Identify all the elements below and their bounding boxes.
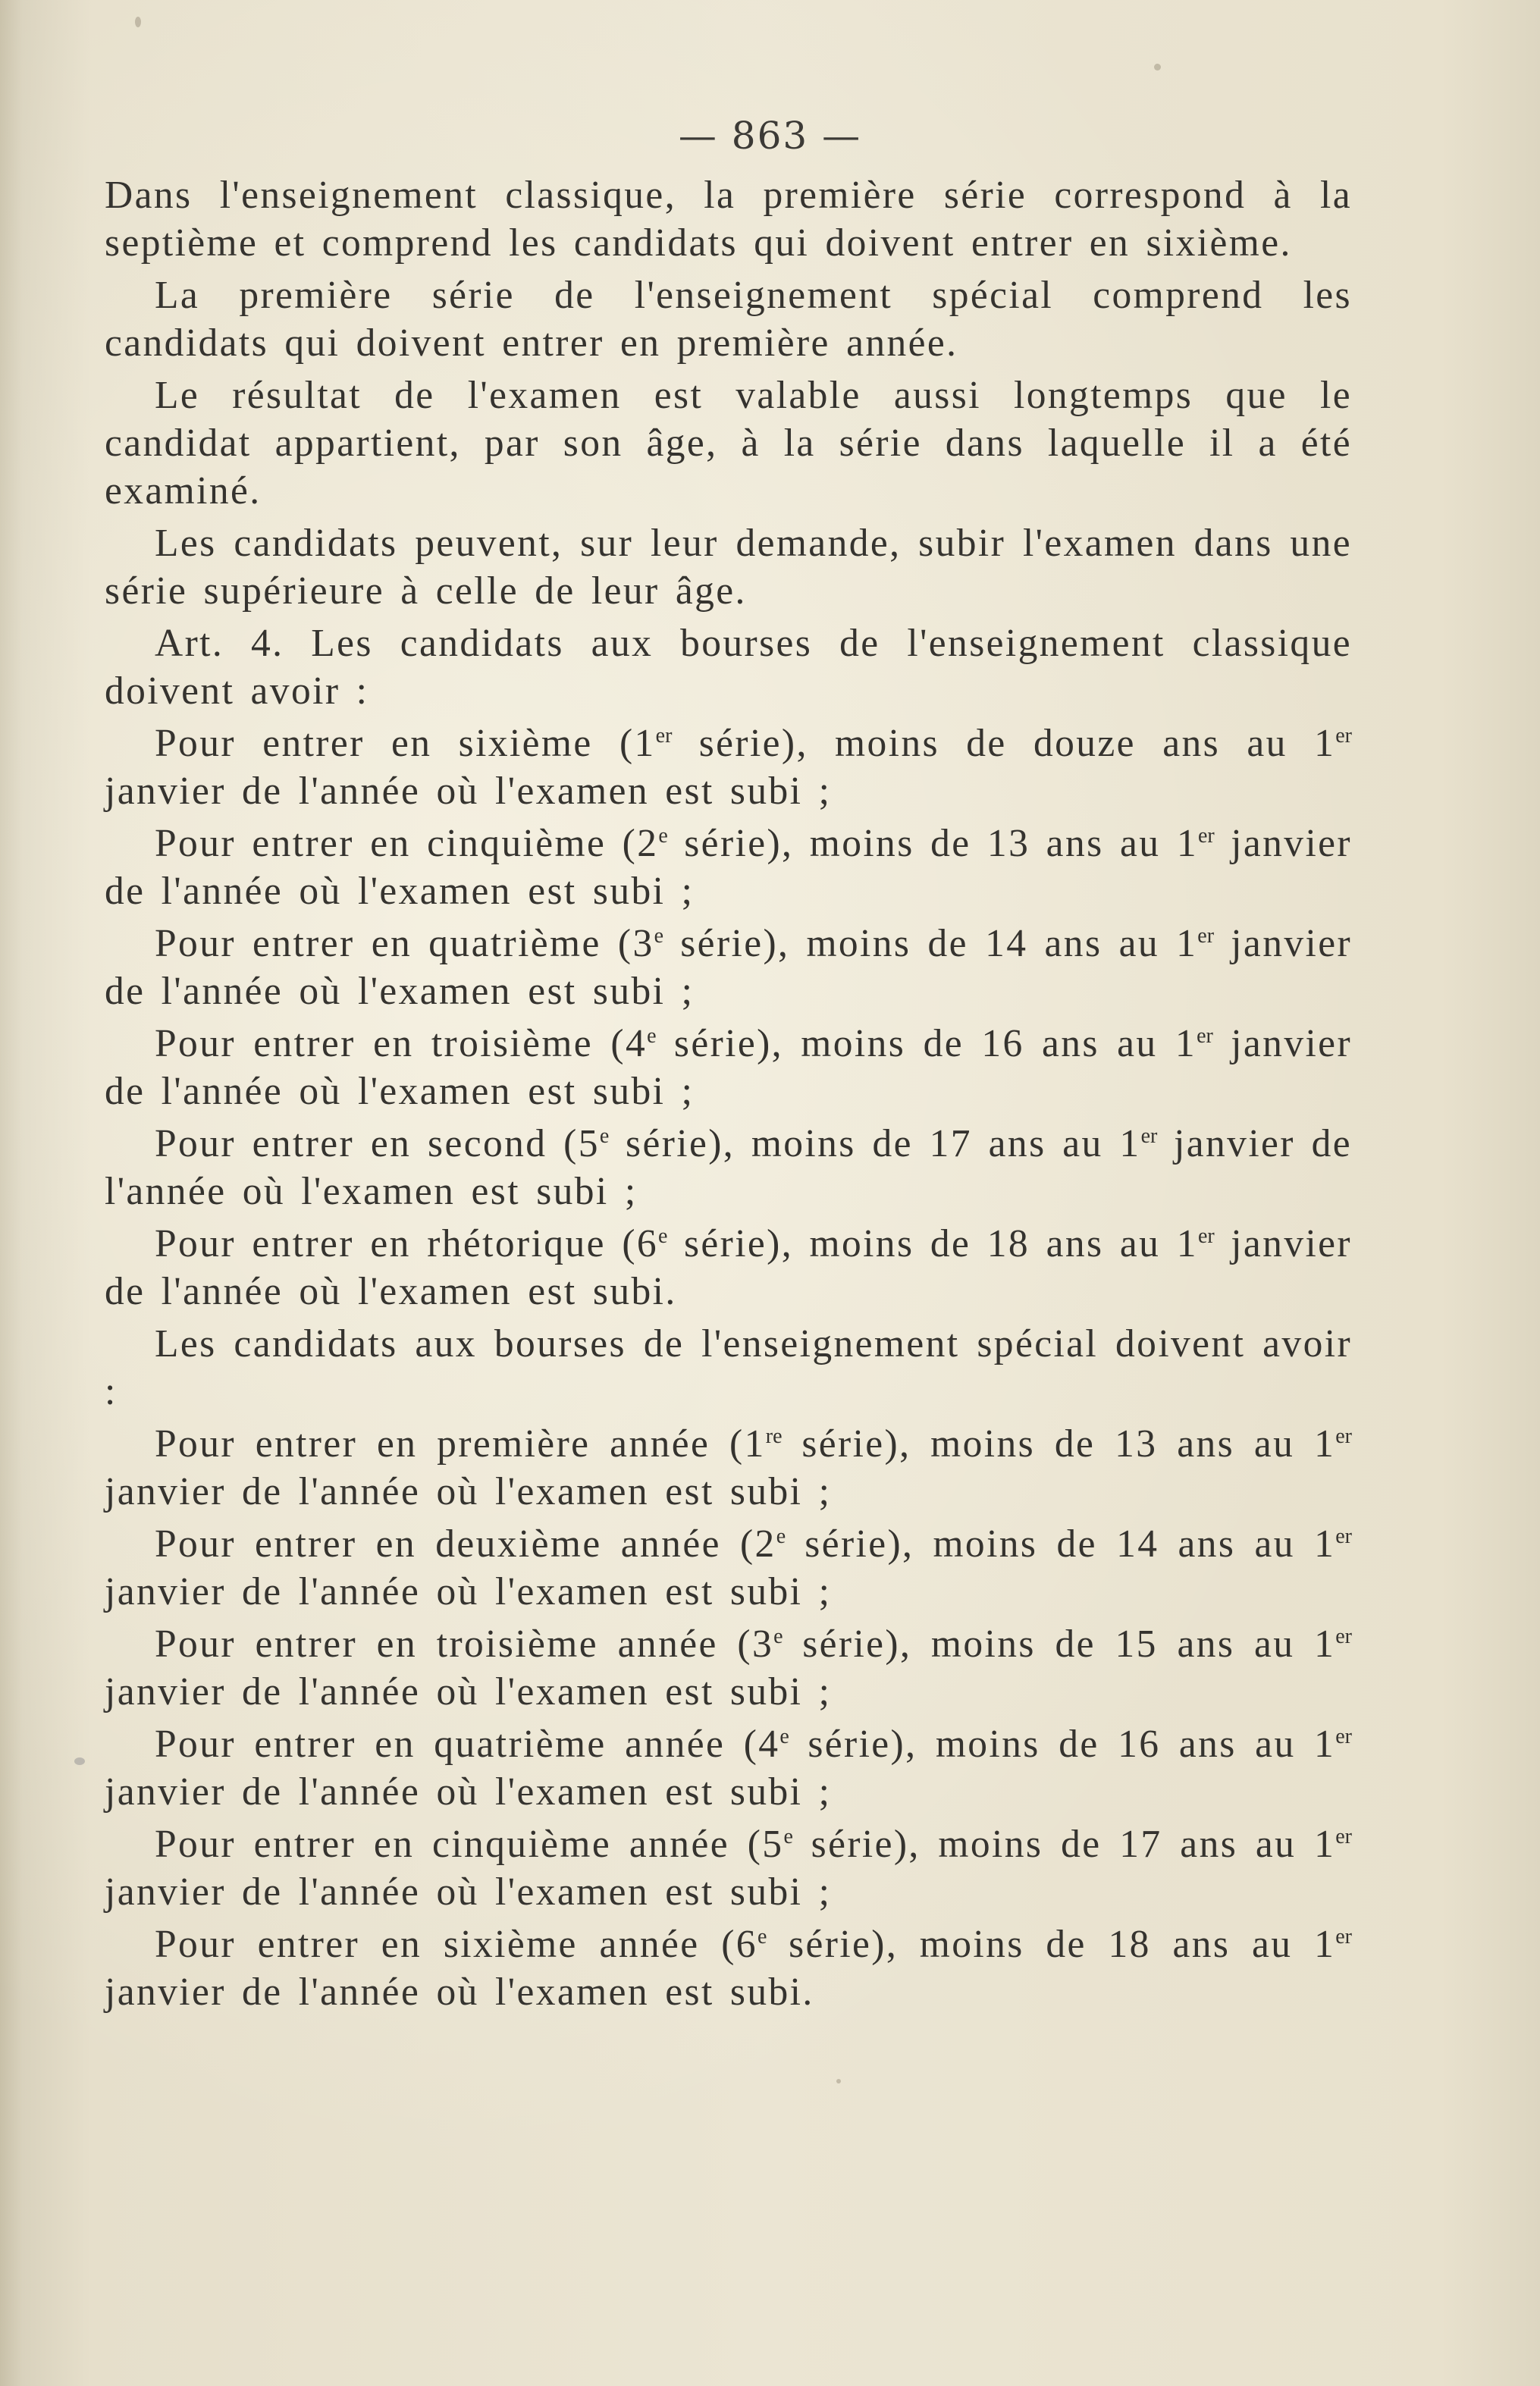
age-condition-special: Pour entrer en troisième année (3e série), moins de 15 ans au 1er janvier de l'année où l'examen est subi ; [105, 1623, 1352, 1713]
age-condition-special: Pour entrer en deuxième année (2e série), moins de 14 ans au 1er janvier de l'année où l'examen est subi ; [105, 1522, 1352, 1613]
age-condition-special: Pour entrer en sixième année (6e série), moins de 18 ans au 1er janvier de l'année où l'examen est subi. [105, 1923, 1352, 2014]
age-condition-classique: Pour entrer en cinquième (2e série), moins de 13 ans au 1er janvier de l'année où l'examen est subi ; [105, 822, 1352, 913]
paragraph: Les candidats peuvent, sur leur demande, subir l'examen dans une série supérieure à celle de leur âge. [105, 522, 1352, 613]
paper-speck [836, 2079, 841, 2083]
age-condition-classique: Pour entrer en second (5e série), moins de 17 ans au 1er janvier de l'année où l'examen est subi ; [105, 1122, 1353, 1213]
age-condition-special: Pour entrer en première année (1re série), moins de 13 ans au 1er janvier de l'année où l'examen est subi ; [105, 1422, 1352, 1513]
age-condition-special: Pour entrer en quatrième année (4e série), moins de 16 ans au 1er janvier de l'année où l'examen est subi ; [105, 1723, 1352, 1814]
article-4-heading: Art. 4. Les candidats aux bourses de l'enseignement classique doivent avoir : [105, 622, 1352, 713]
age-condition-classique: Pour entrer en sixième (1er série), moins de douze ans au 1er janvier de l'année où l'examen est subi ; [105, 722, 1352, 813]
body-text [105, 171, 1352, 2016]
paragraph: Le résultat de l'examen est valable aussi longtemps que le candidat appartient, par son âge, à la série dans laquelle il a été examiné. [105, 374, 1352, 513]
age-condition-special: Pour entrer en cinquième année (5e série), moins de 17 ans au 1er janvier de l'année où l'examen est subi ; [105, 1823, 1352, 1914]
paragraph: Dans l'enseignement classique, la première série correspond à la septième et comprend les candidats qui doivent entrer en sixième. [105, 174, 1352, 265]
special-heading: Les candidats aux bourses de l'enseignement spécial doivent avoir : [105, 1322, 1352, 1413]
paper-speck [74, 1757, 85, 1765]
age-condition-classique: Pour entrer en quatrième (3e série), moins de 14 ans au 1er janvier de l'année où l'examen est subi ; [105, 922, 1353, 1013]
page-number: — 863 — [678, 114, 862, 158]
age-condition-classique: Pour entrer en troisième (4e série), moins de 16 ans au 1er janvier de l'année où l'examen est subi ; [105, 1022, 1352, 1113]
paragraph: La première série de l'enseignement spécial comprend les candidats qui doivent entrer en première année. [105, 274, 1352, 365]
age-condition-classique: Pour entrer en rhétorique (6e série), moins de 18 ans au 1er janvier de l'année où l'examen est subi. [105, 1222, 1352, 1313]
paper-speck [135, 17, 141, 27]
paper-speck [1154, 64, 1161, 71]
